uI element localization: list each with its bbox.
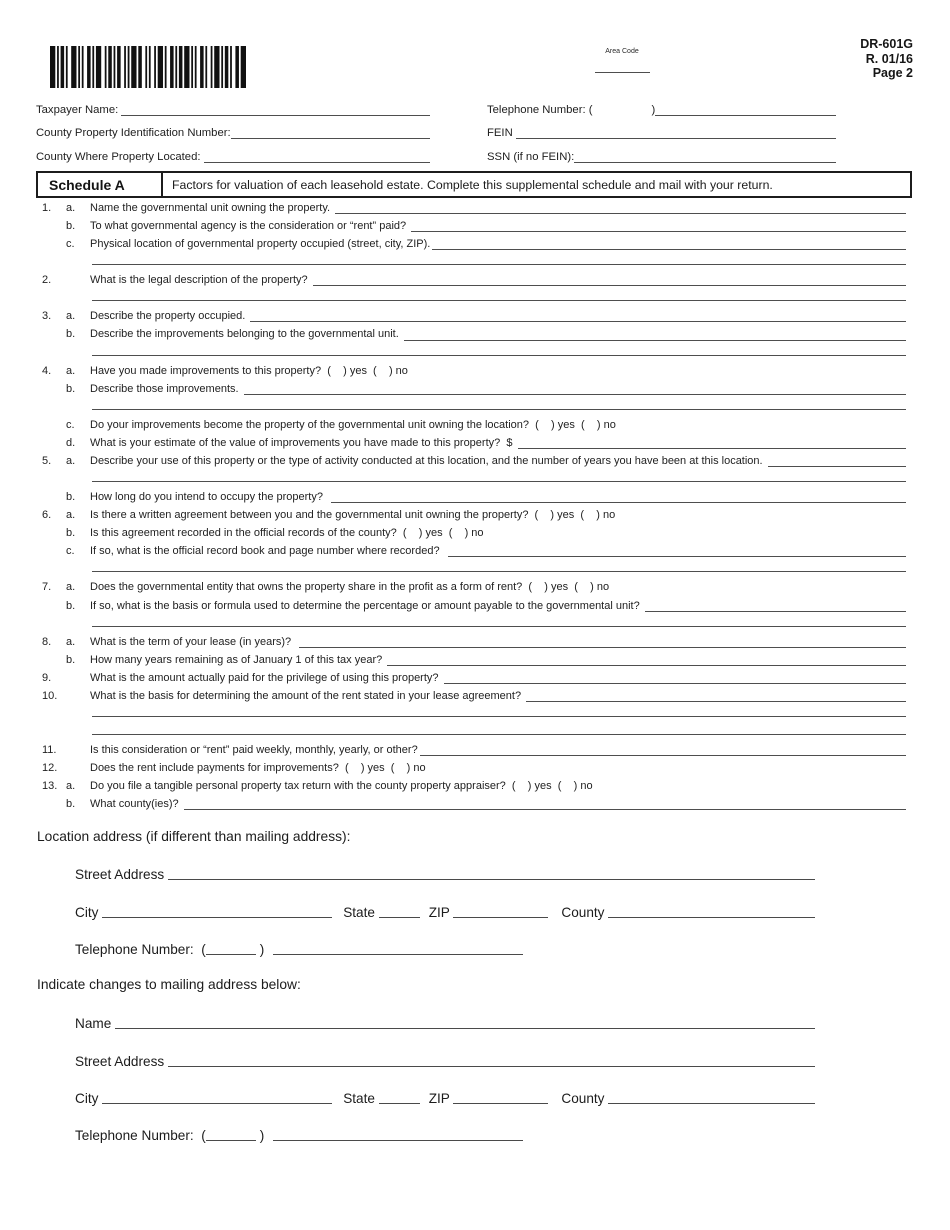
- close-paren: ): [259, 1128, 265, 1143]
- question-text: If so, what is the basis or formula used to determine the percentage or amount payable to the governmental unit?: [90, 599, 643, 612]
- location-street-label: Street Address: [75, 867, 168, 882]
- question-letter: b.: [66, 798, 76, 811]
- mailing-telephone-blank: [273, 1140, 523, 1141]
- county-property-id-field: [36, 118, 430, 142]
- question-letter: b.: [66, 599, 76, 612]
- answer-continuation-row: [36, 398, 906, 410]
- question-row: [36, 434, 906, 452]
- question-letter: b.: [66, 653, 76, 666]
- question-text: How long do you intend to occupy the property?: [90, 491, 330, 504]
- mailing-county-blank: [608, 1103, 815, 1104]
- schedule-a-title: Schedule A: [38, 173, 163, 196]
- question-row: [36, 777, 906, 795]
- answer-blank-line: [92, 344, 906, 356]
- answer-blank-line: [404, 340, 906, 341]
- mailing-county-label: County: [561, 1091, 609, 1106]
- question-number: 9.: [42, 671, 52, 684]
- question-text: What is your estimate of the value of improvements you have made to this property? $: [90, 436, 516, 449]
- question-letter: b.: [66, 328, 76, 341]
- question-number: 4.: [42, 364, 52, 377]
- question-letter: c.: [66, 418, 75, 431]
- mailing-name-label: Name: [75, 1016, 116, 1031]
- answer-blank-line: [448, 556, 906, 557]
- mailing-telephone-field: [75, 1123, 523, 1143]
- question-row: [36, 271, 906, 289]
- question-number: 5.: [42, 454, 52, 467]
- question-text: To what governmental agency is the consideration or “rent” paid?: [90, 220, 410, 233]
- open-paren: (: [201, 942, 206, 957]
- taxpayer-name-field: [36, 94, 430, 118]
- form-number: DR-601G: [860, 37, 913, 51]
- area-code-label: Area Code: [605, 47, 639, 55]
- telephone-field: [487, 47, 836, 118]
- question-row: [36, 741, 906, 759]
- answer-blank-line: [411, 231, 906, 232]
- mailing-state-blank: [379, 1103, 420, 1104]
- fein-blank: [516, 138, 836, 139]
- question-letter: b.: [66, 527, 76, 540]
- answer-blank-line: [250, 321, 906, 322]
- question-text: Does the rent include payments for improvements? ( ) yes ( ) no: [90, 762, 426, 775]
- question-row: [36, 524, 906, 542]
- telephone-label: Telephone Number:: [487, 103, 589, 116]
- taxpayer-name-blank: [121, 115, 430, 116]
- answer-continuation-row: [36, 470, 906, 482]
- answer-blank-line: [518, 448, 906, 449]
- question-letter: a.: [66, 202, 76, 214]
- question-text: Describe your use of this property or the type of activity conducted at this location, and the number of years you have been at this location.: [90, 454, 766, 467]
- mailing-address-heading: Indicate changes to mailing address below:: [37, 977, 301, 992]
- answer-blank-line: [92, 615, 906, 627]
- answer-blank-line: [432, 249, 906, 250]
- question-number: 2.: [42, 274, 52, 287]
- answer-blank-line: [92, 289, 906, 301]
- question-number: 12.: [42, 762, 58, 775]
- area-code-blank: [595, 60, 650, 73]
- continuation-indent: [36, 253, 90, 265]
- answer-continuation-row: [36, 344, 906, 356]
- question-letter: a.: [66, 635, 76, 648]
- ssn-blank: [574, 162, 836, 163]
- question-row: [36, 488, 906, 506]
- answer-blank-line: [92, 253, 906, 265]
- question-number: 7.: [42, 581, 52, 594]
- continuation-indent: [36, 560, 90, 572]
- answer-blank-line: [92, 470, 906, 482]
- mailing-city-label: City: [75, 1091, 103, 1106]
- taxpayer-name-label: Taxpayer Name:: [36, 103, 122, 116]
- mailing-state-label: State: [343, 1091, 379, 1106]
- question-row: [36, 506, 906, 524]
- question-text: What is the term of your lease (in years)?: [90, 635, 298, 648]
- answer-continuation-row: [36, 289, 906, 301]
- taxpayer-fields-left: [36, 94, 430, 165]
- question-letter: a.: [66, 581, 76, 594]
- form-revision: R. 01/16: [865, 51, 913, 66]
- location-telephone-blank: [273, 954, 523, 955]
- continuation-indent: [36, 398, 90, 410]
- ssn-label: SSN (if no FEIN):: [487, 150, 575, 163]
- question-text: If so, what is the official record book and page number where recorded?: [90, 545, 446, 558]
- answer-continuation-row: [36, 253, 906, 265]
- question-row: [36, 795, 906, 813]
- question-number: 11.: [42, 743, 57, 756]
- question-letter: a.: [66, 310, 76, 323]
- answer-blank-line: [184, 809, 906, 810]
- question-row: [36, 651, 906, 669]
- question-letter: a.: [66, 509, 76, 522]
- answer-continuation-row: [36, 705, 906, 717]
- mailing-city-row: [75, 1086, 815, 1106]
- question-row: [36, 669, 906, 687]
- schedule-a-description: Factors for valuation of each leasehold estate. Complete this supplemental schedule and mail with your return.: [172, 177, 773, 192]
- question-letter: a.: [66, 454, 76, 467]
- question-text: Name the governmental unit owning the property.: [90, 202, 334, 214]
- location-telephone-field: [75, 937, 523, 957]
- location-city-row: [75, 900, 815, 920]
- location-city-label: City: [75, 905, 103, 920]
- continuation-indent: [36, 470, 90, 482]
- answer-continuation-row: [36, 615, 906, 627]
- continuation-indent: [36, 615, 90, 627]
- mailing-zip-blank: [453, 1103, 548, 1104]
- question-number: 8.: [42, 635, 52, 648]
- question-text: Is there a written agreement between you and the governmental unit owning the property? ( ) yes ( ) no: [90, 509, 616, 522]
- question-row: [36, 235, 906, 253]
- question-row: [36, 199, 906, 217]
- question-row: [36, 759, 906, 777]
- mailing-zip-label: ZIP: [428, 1091, 454, 1106]
- answer-blank-line: [92, 398, 906, 410]
- location-state-blank: [379, 917, 420, 918]
- answer-blank-line: [420, 755, 906, 756]
- answer-blank-line: [92, 560, 906, 572]
- county-located-blank: [204, 162, 430, 163]
- fein-field: [487, 118, 836, 142]
- location-state-label: State: [343, 905, 379, 920]
- question-text: What is the basis for determining the amount of the rent stated in your lease agreement?: [90, 689, 525, 702]
- mailing-street-blank: [168, 1066, 815, 1067]
- answer-blank-line: [313, 285, 906, 286]
- location-areacode-blank: [206, 954, 256, 955]
- question-text: Physical location of governmental property occupied (street, city, ZIP).: [90, 238, 431, 251]
- county-located-label: County Where Property Located:: [36, 150, 204, 163]
- answer-blank-line: [387, 665, 906, 666]
- question-row: [36, 217, 906, 235]
- location-street-blank: [168, 879, 815, 880]
- answer-continuation-row: [36, 723, 906, 735]
- question-text: What is the legal description of the property?: [90, 274, 311, 287]
- question-number: 13.: [42, 780, 58, 793]
- location-address-heading: Location address (if different than mailing address):: [37, 829, 351, 844]
- question-row: [36, 325, 906, 343]
- answer-blank-line: [92, 705, 906, 717]
- close-paren: ): [651, 103, 656, 116]
- area-code-field: [595, 30, 650, 118]
- mailing-name-blank: [115, 1028, 815, 1029]
- location-zip-label: ZIP: [428, 905, 454, 920]
- question-row: [36, 452, 906, 470]
- telephone-blank: [655, 115, 836, 116]
- continuation-indent: [36, 723, 90, 735]
- answer-blank-line: [331, 502, 906, 503]
- answer-blank-line: [299, 647, 906, 648]
- question-row: [36, 416, 906, 434]
- question-letter: d.: [66, 436, 76, 449]
- open-paren: (: [201, 1128, 206, 1143]
- question-row: [36, 687, 906, 705]
- question-text: Is this consideration or “rent” paid weekly, monthly, yearly, or other?: [90, 743, 418, 756]
- question-letter: b.: [66, 491, 76, 504]
- question-text: Do your improvements become the property of the governmental unit owning the location? ( ) yes ( ) no: [90, 418, 616, 431]
- question-text: Is this agreement recorded in the official records of the county? ( ) yes ( ) no: [90, 527, 484, 540]
- question-row: [36, 307, 906, 325]
- location-county-label: County: [561, 905, 609, 920]
- county-property-id-blank: [231, 138, 430, 139]
- mailing-street-label: Street Address: [75, 1054, 168, 1069]
- question-row: [36, 597, 906, 615]
- answer-blank-line: [92, 723, 906, 735]
- continuation-indent: [36, 289, 90, 301]
- question-text: Describe the improvements belonging to the governmental unit.: [90, 328, 402, 341]
- close-paren: ): [259, 942, 265, 957]
- answer-blank-line: [526, 701, 906, 702]
- question-row: [36, 542, 906, 560]
- question-row: [36, 633, 906, 651]
- barcode-image: [50, 46, 246, 88]
- answer-blank-line: [768, 466, 906, 467]
- schedule-a-questions: [36, 199, 906, 813]
- fein-label: FEIN: [487, 127, 516, 139]
- answer-blank-line: [444, 683, 906, 684]
- question-number: 6.: [42, 509, 52, 522]
- location-zip-blank: [453, 917, 548, 918]
- question-number: 3.: [42, 310, 52, 323]
- answer-blank-line: [244, 394, 906, 395]
- question-text: Does the governmental entity that owns the property share in the profit as a form of rent? ( ) yes ( ) no: [90, 581, 610, 594]
- question-letter: c.: [66, 238, 75, 251]
- ssn-field: [487, 141, 836, 165]
- continuation-indent: [36, 344, 90, 356]
- mailing-name-field: [75, 1011, 815, 1031]
- taxpayer-fields-right: [487, 47, 836, 165]
- form-code-block: [860, 37, 913, 81]
- question-letter: a.: [66, 780, 76, 793]
- question-text: What county(ies)?: [90, 798, 182, 811]
- question-text: Have you made improvements to this property? ( ) yes ( ) no: [90, 364, 408, 377]
- location-city-blank: [102, 917, 332, 918]
- open-paren: (: [588, 103, 593, 116]
- location-street-field: [75, 862, 815, 882]
- county-property-id-label: County Property Identification Number:: [36, 127, 231, 139]
- location-county-blank: [608, 917, 815, 918]
- question-text: Do you file a tangible personal property tax return with the county property appraiser? ( ) yes ( ) no: [90, 780, 593, 793]
- location-telephone-label: Telephone Number:: [75, 942, 202, 957]
- question-letter: b.: [66, 220, 76, 233]
- question-text: Describe the property occupied.: [90, 310, 249, 323]
- mailing-areacode-blank: [206, 1140, 256, 1141]
- question-number: 10.: [42, 689, 58, 702]
- question-text: What is the amount actually paid for the privilege of using this property?: [90, 671, 442, 684]
- question-number: 1.: [42, 202, 52, 214]
- page-number: Page 2: [872, 66, 913, 80]
- question-letter: c.: [66, 545, 75, 558]
- answer-blank-line: [645, 611, 906, 612]
- question-letter: b.: [66, 382, 76, 395]
- continuation-indent: [36, 705, 90, 717]
- county-located-field: [36, 141, 430, 165]
- question-row: [36, 578, 906, 596]
- schedule-a-header: [36, 171, 912, 198]
- question-row: [36, 362, 906, 380]
- answer-blank-line: [335, 213, 906, 214]
- mailing-city-blank: [102, 1103, 332, 1104]
- question-text: Describe those improvements.: [90, 382, 242, 395]
- mailing-telephone-label: Telephone Number:: [75, 1128, 202, 1143]
- mailing-street-field: [75, 1049, 815, 1069]
- answer-continuation-row: [36, 560, 906, 572]
- question-row: [36, 380, 906, 398]
- question-text: How many years remaining as of January 1 of this tax year?: [90, 653, 386, 666]
- question-letter: a.: [66, 364, 76, 377]
